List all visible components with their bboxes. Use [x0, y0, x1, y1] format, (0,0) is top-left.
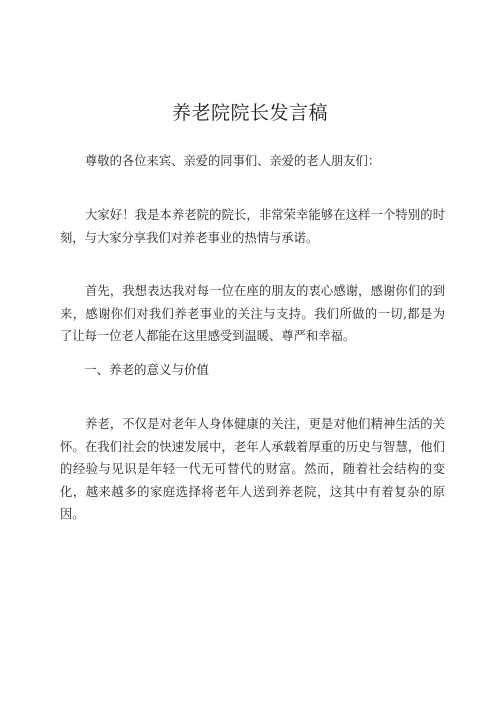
body-paragraph-3: 养老，不仅是对老年人身体健康的关注，更是对他们精神生活的关怀。在我们社会的快速发展中，老年人承载着厚重的历史与智慧，他们的经验与见识是年轻一代无可替代的财富。然而，随着社会结构的变化，越来越多的家庭选择将老年人送到养老院，这其中有着复杂的原因。	[60, 417, 445, 521]
body-paragraph-2: 首先，我想表达我对每一位在座的朋友的衷心感谢，感谢你们的到来，感谢你们对我们养老事业的关注与支持。我们所做的一切,都是为了让每一位老人都能在这里感受到温暖、尊严和幸福。	[60, 284, 445, 343]
document-title: 养老院院长发言稿	[171, 102, 328, 124]
body-paragraph-1: 大家好！我是本养老院的院长，非常荣幸能够在这样一个特别的时刻，与大家分享我们对养老事业的热情与承诺。	[60, 208, 445, 245]
greeting-paragraph: 尊敬的各位来宾、亲爱的同事们、亲爱的老人朋友们：	[85, 154, 381, 168]
section-heading: 一、养老的意义与价值	[84, 362, 210, 377]
